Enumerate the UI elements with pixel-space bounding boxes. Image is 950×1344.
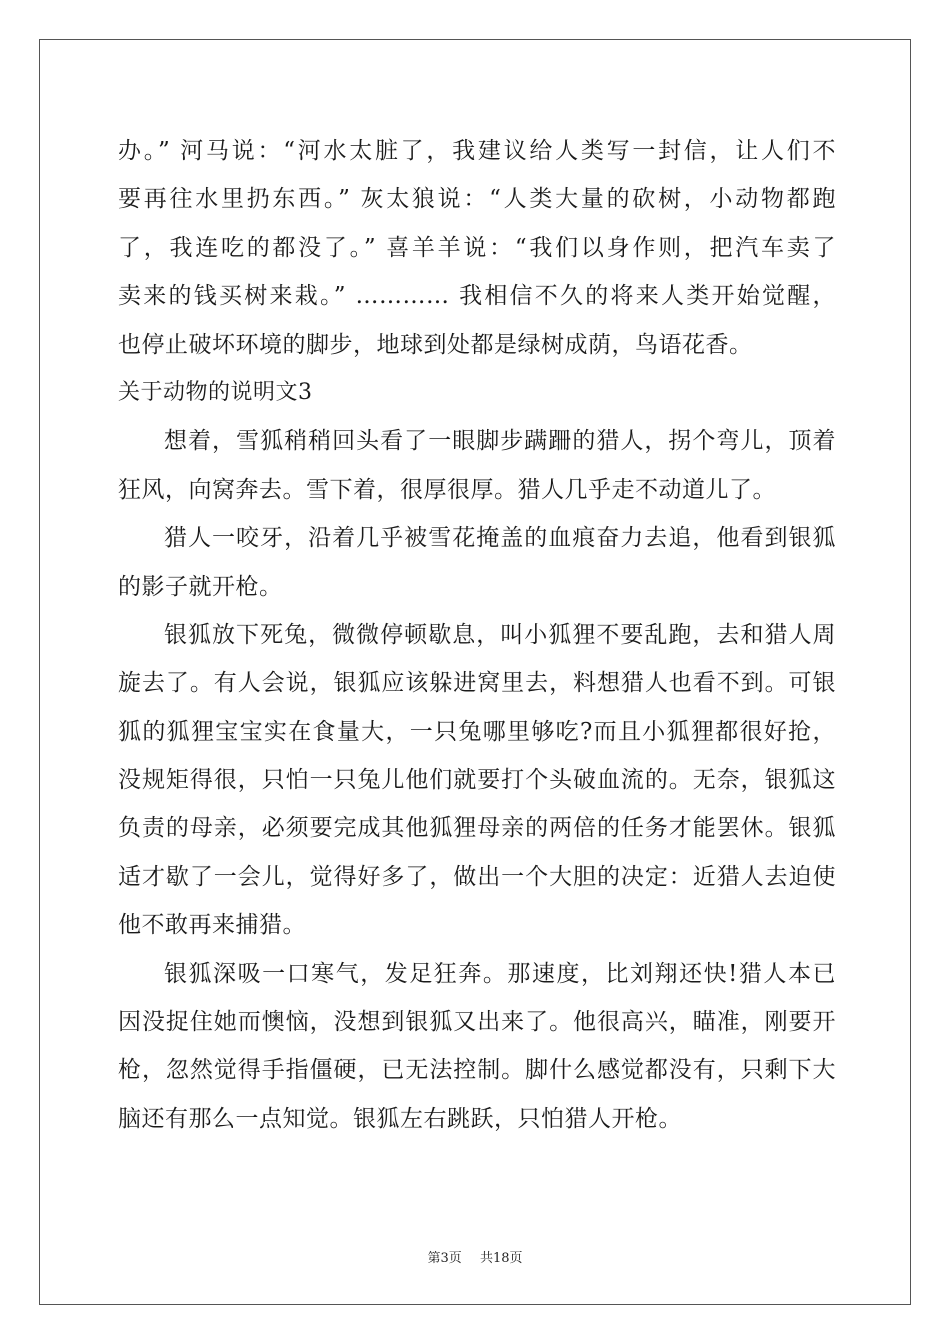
text-line: 他不敢再来捕猎。: [118, 912, 306, 939]
text-line: 卖来的钱买树来栽。” ………… 我相信不久的将来人类开始觉醒，: [118, 283, 836, 310]
text-line: 枪，忽然觉得手指僵硬，已无法控制。脚什么感觉都没有，只剩下大: [118, 1057, 836, 1084]
text-line: 没规矩得很，只怕一只兔儿他们就要打个头破血流的。无奈，银狐这: [118, 767, 836, 794]
text-line: 的影子就开枪。: [118, 573, 283, 600]
text-line: 适才歇了一会儿，觉得好多了，做出一个大胆的决定：近猎人去迫使: [118, 863, 836, 890]
section-heading: 关于动物的说明文3: [118, 379, 313, 405]
text-line: 狐的狐狸宝宝实在食量大，一只兔哪里够吃?而且小狐狸都很好抢，: [118, 718, 836, 745]
text-line: 办。” 河马说：“河水太脏了，我建议给人类写一封信，让人们不: [118, 138, 836, 164]
text-line: 猎人一咬牙，沿着几乎被雪花掩盖的血痕奋力去追，他看到银狐: [164, 525, 836, 552]
document-body: [118, 127, 836, 1143]
text-line: 也停止破坏环境的脚步，地球到处都是绿树成荫，鸟语花香。: [118, 331, 753, 358]
text-line: 要再往水里扔东西。” 灰太狼说：“人类大量的砍树，小动物都跑: [118, 186, 836, 213]
current-page-number: 第3页: [427, 1251, 462, 1266]
text-line: 脑还有那么一点知觉。银狐左右跳跃，只怕猎人开枪。: [118, 1105, 682, 1132]
total-page-count: 共18页: [479, 1251, 523, 1266]
text-line: 因没捉住她而懊恼，没想到银狐又出来了。他很高兴，瞄准，刚要开: [118, 1009, 836, 1036]
text-line: 银狐放下死兔，微微停顿歇息，叫小狐狸不要乱跑，去和猎人周: [164, 621, 836, 648]
text-line: 银狐深吸一口寒气，发足狂奔。那速度，比刘翔还快!猎人本已: [164, 960, 836, 987]
page-footer: [0, 1247, 950, 1266]
text-line: 狂风，向窝奔去。雪下着，很厚很厚。猎人几乎走不动道儿了。: [118, 476, 776, 503]
text-line: 想着，雪狐稍稍回头看了一眼脚步蹒跚的猎人，拐个弯儿，顶着: [164, 428, 836, 455]
text-line: 旋去了。有人会说，银狐应该躲进窝里去，料想猎人也看不到。可银: [118, 670, 836, 697]
text-line: 了，我连吃的都没了。” 喜羊羊说：“我们以身作则，把汽车卖了: [118, 234, 836, 261]
text-line: 负责的母亲，必须要完成其他狐狸母亲的两倍的任务才能罢休。银狐: [118, 815, 836, 842]
